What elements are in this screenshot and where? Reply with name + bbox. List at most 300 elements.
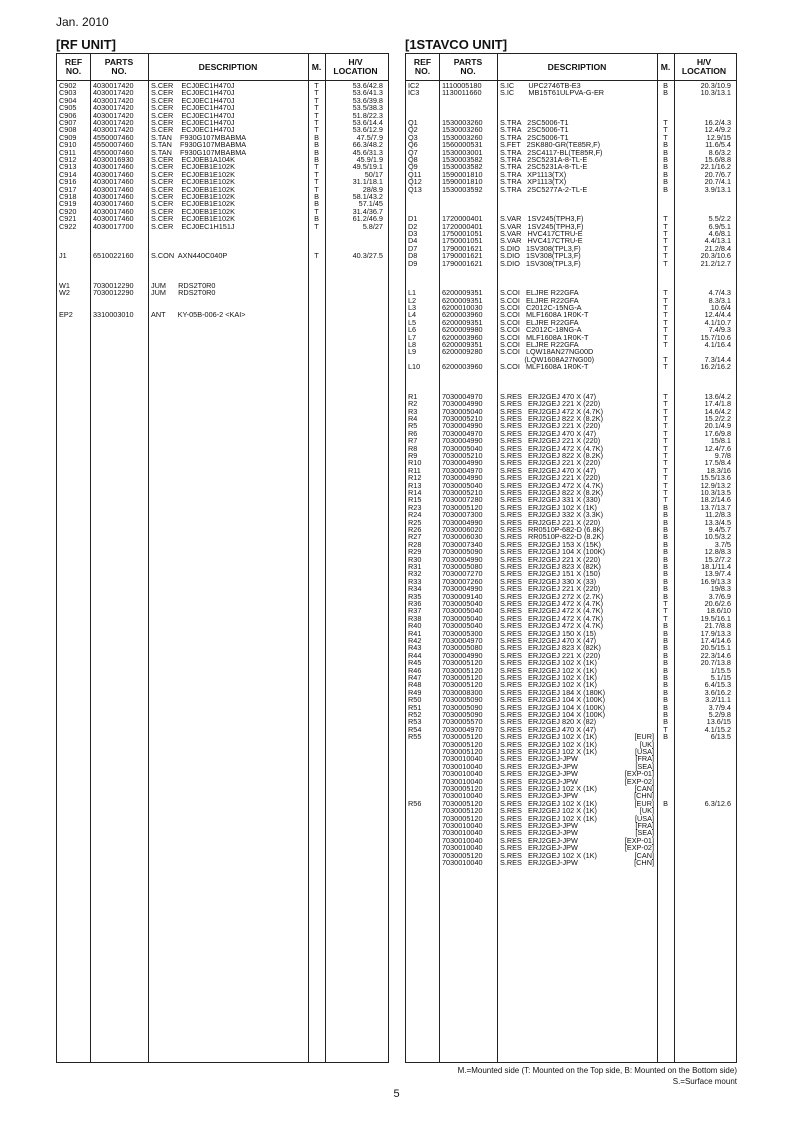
version-tag: [USA] <box>634 747 654 756</box>
description: ANT KY-05B-006-2 <KAI> <box>151 310 246 320</box>
parts-no: 6200003960 <box>442 362 483 372</box>
hv-location: 50/17 <box>364 169 383 179</box>
ref-no: R1 <box>408 391 418 401</box>
parts-no: 7030005040 <box>442 606 483 616</box>
description: S.RES ERJ2GEJ 822 X (8.2K) <box>500 488 604 497</box>
parts-no: 7030005120 <box>442 673 483 682</box>
hv-location: 15.7/10.6 <box>700 332 731 342</box>
mounted-side: T <box>663 310 668 320</box>
hv-location: 17.4/1.8 <box>704 399 731 409</box>
surface-mount-note: S.=Surface mount <box>672 1077 737 1086</box>
ref-no: R2 <box>408 399 418 409</box>
hv-location: 11.6/5.4 <box>705 140 731 150</box>
description: S.COI C2012C-18NG-A <box>500 325 582 335</box>
table-row <box>406 859 736 866</box>
hv-location: 15.2/2.2 <box>704 414 731 423</box>
description: S.RES ERJ2GEJ 102 X (1K) <box>500 732 597 742</box>
description: S.FET 2SK880-GR(TE85R,F) <box>500 140 601 150</box>
parts-no: 1750001051 <box>442 229 483 238</box>
description: S.COI ELJRE R22GFA <box>500 340 579 349</box>
ref-no: R33 <box>408 576 422 586</box>
1stavco-unit-table <box>405 53 737 1063</box>
hv-location: 20.7/6.7 <box>704 169 731 179</box>
parts-no: 7030005040 <box>442 443 483 453</box>
description: S.RES ERJ2GEJ-JPW <box>500 761 578 771</box>
parts-no: 7030010040 <box>442 821 483 830</box>
ref-no: Q13 <box>408 184 422 194</box>
mounted-side: T <box>314 103 319 113</box>
parts-no: 7030004970 <box>442 724 483 734</box>
hv-location: 4.4/13.1 <box>704 236 731 246</box>
parts-no: 7030010040 <box>442 761 483 771</box>
ref-no: R27 <box>408 532 422 542</box>
hv-location: 22.1/16.2 <box>700 162 731 172</box>
parts-no: 7030005120 <box>442 747 483 756</box>
parts-no: 7030007280 <box>442 495 483 505</box>
mounted-side: T <box>314 95 319 105</box>
parts-no: 7030005300 <box>442 628 483 638</box>
parts-no: 1790001621 <box>442 258 483 268</box>
parts-no: 4550007460 <box>93 140 134 150</box>
table-row <box>406 89 736 96</box>
description: S.TAN F930G107MBABMA <box>151 147 247 157</box>
ref-no: R14 <box>408 488 422 497</box>
hv-location: 53.6/39.8 <box>352 95 383 105</box>
parts-no: 7030005120 <box>442 665 483 675</box>
parts-no: 4030017700 <box>93 221 134 231</box>
ref-no: R38 <box>408 613 422 623</box>
description: S.CER ECJ0EC1H470J <box>151 88 235 98</box>
ref-no: R4 <box>408 414 418 423</box>
description: S.RES ERJ2GEJ-JPW <box>500 769 578 779</box>
description: S.RES RR0510P-682-D (6.8K) <box>500 525 604 534</box>
mounted-side: T <box>663 118 668 127</box>
mounted-side: T <box>663 251 668 261</box>
description: S.TRA 2SC5231A-8-TL-E <box>500 162 588 172</box>
ref-no: R29 <box>408 547 422 557</box>
hv-location: 4.6/8.1 <box>708 229 731 238</box>
description: S.RES ERJ2GEJ 104 X (100K) <box>500 710 606 719</box>
version-tag: [SEA] <box>635 828 654 838</box>
mounted-side: B <box>663 517 668 527</box>
parts-no: 7030009140 <box>442 591 483 601</box>
description: S.RES ERJ2GEJ 104 X (100K) <box>500 695 606 705</box>
mounted-side-note: M.=Mounted side (T: Mounted on the Top side, B: Mounted on the Bottom side) <box>457 1066 737 1075</box>
mounted-side: B <box>663 162 668 172</box>
description: S.RES ERJ2GEJ 472 X (4.7K) <box>500 606 604 616</box>
parts-no: 7030010040 <box>442 828 483 838</box>
description: S.RES ERJ2GEJ-JPW <box>500 843 578 853</box>
mounted-side: T <box>663 332 668 342</box>
mounted-side: B <box>663 554 668 564</box>
version-tag: [EUR] <box>634 798 654 808</box>
column-header-ms: M. <box>311 61 322 72</box>
ref-no: R47 <box>408 673 422 682</box>
hv-location: 12.4/9.2 <box>704 125 731 135</box>
parts-no: 7030004990 <box>442 458 483 468</box>
hv-location: 3.7/6.9 <box>708 591 731 601</box>
hv-location: 15.5/13.6 <box>700 473 731 483</box>
description: S.RES ERJ2GEJ 823 X (82K) <box>500 643 601 653</box>
description: S.RES ERJ2GEJ 102 X (1K) <box>500 680 597 690</box>
parts-no: 6200003960 <box>442 310 483 320</box>
description: JUM RDS2T0R0 <box>151 280 216 290</box>
ref-no: R41 <box>408 628 422 638</box>
ref-no: D7 <box>408 243 418 253</box>
ref-no: EP2 <box>59 310 73 320</box>
ref-no: D8 <box>408 251 418 261</box>
ref-no: R11 <box>408 465 421 475</box>
ref-no: L4 <box>408 310 417 320</box>
version-tag: [CAN] <box>634 850 654 860</box>
description: S.RES ERJ2GEJ-JPW <box>500 858 578 867</box>
parts-no: 6200009351 <box>442 340 483 349</box>
mounted-side: B <box>663 140 668 150</box>
hv-location: 3.7/5 <box>714 539 731 549</box>
hv-location: 22.3/14.6 <box>700 650 731 660</box>
hv-location: 17.9/13.3 <box>700 628 731 638</box>
mounted-side: T <box>314 206 319 216</box>
mounted-side: T <box>663 362 668 372</box>
ref-no: L7 <box>408 332 417 342</box>
description: S.RES ERJ2GEJ 102 X (1K) <box>500 673 597 682</box>
parts-no: 7030004970 <box>442 465 483 475</box>
1stavco-unit-title: [1STAVCO UNIT] <box>405 37 508 52</box>
mounted-side: T <box>663 606 668 616</box>
parts-no: 6200010030 <box>442 303 483 312</box>
ref-no: D4 <box>408 236 418 246</box>
description: S.RES ERJ2GEJ 822 X (8.2K) <box>500 414 604 423</box>
hv-location: 19/8.3 <box>710 584 731 594</box>
ref-no: R40 <box>408 621 422 631</box>
description: JUM RDS2T0R0 <box>151 288 216 298</box>
page-number: 5 <box>393 1088 400 1100</box>
hv-location: 12.8/8.3 <box>704 547 731 557</box>
description: S.RES ERJ2GEJ-JPW <box>500 828 578 838</box>
ref-no: R23 <box>408 502 422 512</box>
ref-no: C907 <box>59 118 77 127</box>
hv-location: 20.7/13.8 <box>700 658 731 668</box>
description: S.TRA 2SC5277A-2-TL-E <box>500 184 588 194</box>
ref-no: C916 <box>59 177 77 187</box>
mounted-side: B <box>663 673 668 682</box>
hv-location: 1/15.5 <box>710 665 731 675</box>
description: S.RES ERJ2GEJ 470 X (47) <box>500 724 597 734</box>
description: S.DIO 1SV308(TPL3,F) <box>500 243 581 253</box>
description: S.COI ELJRE R22GFA <box>500 288 579 298</box>
version-tag: [EUR] <box>634 732 654 742</box>
parts-no: 7030010040 <box>442 754 483 764</box>
ref-no: Q9 <box>408 162 418 172</box>
mounted-side: T <box>663 229 668 238</box>
parts-no: 1790001621 <box>442 251 483 261</box>
ref-no: R35 <box>408 591 422 601</box>
mounted-side: B <box>663 658 668 668</box>
ref-no: D2 <box>408 221 418 231</box>
ref-no: R13 <box>408 480 422 490</box>
description: S.IC MB15T61ULPVA-G-ER <box>500 88 605 98</box>
hv-location: 13.6/15 <box>706 717 731 727</box>
parts-no: 3310003010 <box>93 310 134 320</box>
mounted-side: T <box>314 169 319 179</box>
hv-location: 21.2/12.7 <box>700 258 731 268</box>
description: S.RES ERJ2GEJ 822 X (8.2K) <box>500 451 604 460</box>
parts-no: 7030005090 <box>442 702 483 712</box>
parts-no: 4030017460 <box>93 192 134 201</box>
parts-no: 7030004990 <box>442 473 483 483</box>
parts-no: 7030004970 <box>442 428 483 438</box>
parts-no: 4030017420 <box>93 95 134 105</box>
mounted-side: T <box>663 214 668 224</box>
hv-location: 20.6/2.6 <box>704 599 731 608</box>
description: S.CER ECJ0EB1E102K <box>151 214 235 224</box>
hv-location: 47.5/7.9 <box>356 132 383 142</box>
parts-no: 7030004990 <box>442 399 483 409</box>
ref-no: R49 <box>408 687 422 697</box>
description: S.RES ERJ2GEJ 221 X (220) <box>500 436 601 446</box>
hv-location: 20.5/15.1 <box>700 643 731 653</box>
table-header <box>57 54 388 81</box>
description: S.RES ERJ2GEJ-JPW <box>500 835 578 845</box>
parts-no: 7030005040 <box>442 480 483 490</box>
version-tag: [USA] <box>634 813 654 823</box>
hv-location: 9.4/5.7 <box>708 525 731 534</box>
mounted-side: T <box>663 258 668 268</box>
description: S.CER ECJ0EB1E102K <box>151 162 235 172</box>
table-body <box>57 81 388 1062</box>
version-tag: [EXP-02] <box>624 776 654 786</box>
parts-no: 7030005210 <box>442 451 483 460</box>
mounted-side: T <box>663 473 668 483</box>
mounted-side: B <box>314 199 319 209</box>
ref-no: Q11 <box>408 169 422 179</box>
column-header-desc: DESCRIPTION <box>547 61 607 72</box>
description: S.TRA XP1113(TX) <box>500 169 567 179</box>
ref-no: L8 <box>408 340 417 349</box>
parts-no: 4030017420 <box>93 88 134 98</box>
description: S.RES ERJ2GEJ 470 X (47) <box>500 636 597 645</box>
hv-location: 57.1/45 <box>358 199 383 209</box>
hv-location: 8.6/3.2 <box>708 147 731 157</box>
description: S.CER ECJ0EB1E102K <box>151 184 235 194</box>
hv-location: 12.9/15 <box>706 132 731 142</box>
mounted-side: B <box>663 562 668 571</box>
description: S.TRA 2SC5006-T1 <box>500 118 569 127</box>
ref-no: R3 <box>408 406 418 416</box>
parts-no: 6200003960 <box>442 332 483 342</box>
parts-no: 1530003582 <box>442 155 483 164</box>
parts-no: 7030004970 <box>442 391 483 401</box>
mounted-side: B <box>663 732 668 742</box>
description: S.CER ECJ0EB1E102K <box>151 206 235 216</box>
mounted-side: B <box>663 798 668 808</box>
description: S.CER ECJ0EC1H470J <box>151 110 235 120</box>
parts-no: 7030005090 <box>442 695 483 705</box>
hv-location: 45.9/1.9 <box>356 155 383 164</box>
mounted-side: T <box>314 251 319 261</box>
mounted-side: B <box>663 643 668 653</box>
description: S.RES ERJ2GEJ 102 X (1K) <box>500 798 597 808</box>
ref-no: R51 <box>408 702 422 712</box>
mounted-side: T <box>663 295 668 305</box>
ref-no: R10 <box>408 458 422 468</box>
hv-location: 19.5/16.1 <box>700 613 731 623</box>
parts-no: 7030004990 <box>442 517 483 527</box>
mounted-side: B <box>663 636 668 645</box>
hv-location: 20.3/10.6 <box>700 251 731 261</box>
mounted-side: T <box>663 724 668 734</box>
hv-location: 7.4/9.3 <box>708 325 731 335</box>
hv-location: 6/13.5 <box>710 732 731 742</box>
hv-location: 31.1/18.1 <box>352 177 383 187</box>
mounted-side: T <box>663 340 668 349</box>
version-tag: [EXP-01] <box>624 835 654 845</box>
description: S.COI ELJRE R22GFA <box>500 317 579 327</box>
hv-location: 15.6/8.8 <box>704 155 731 164</box>
description: S.TRA 2SC4117-BL(TE85R,F) <box>500 147 603 157</box>
parts-no: 1530003260 <box>442 118 483 127</box>
description: S.RES ERJ2GEJ 153 X (15K) <box>500 539 601 549</box>
hv-location: 17.4/14.6 <box>700 636 731 645</box>
parts-no: 7030010040 <box>442 776 483 786</box>
parts-no: 4550007460 <box>93 147 134 157</box>
table-row <box>406 363 736 370</box>
parts-no: 1530003001 <box>442 147 483 157</box>
ref-no: D9 <box>408 258 418 268</box>
mounted-side: T <box>663 354 668 364</box>
ref-no: R48 <box>408 680 422 690</box>
ref-no: R26 <box>408 525 422 534</box>
description: S.TRA 2SC5006-T1 <box>500 125 569 135</box>
table-header <box>406 54 736 81</box>
ref-no: C917 <box>59 184 77 194</box>
mounted-side: B <box>663 710 668 719</box>
ref-no: L3 <box>408 303 417 312</box>
description: S.CER ECJ0EC1H470J <box>151 118 235 127</box>
parts-no: 7030005210 <box>442 488 483 497</box>
hv-location: 6.3/12.6 <box>704 798 731 808</box>
mounted-side: T <box>663 236 668 246</box>
hv-location: 9.7/8 <box>714 451 731 460</box>
ref-no: C904 <box>59 95 77 105</box>
mounted-side: B <box>663 695 668 705</box>
parts-no: 7030004970 <box>442 636 483 645</box>
parts-no: 4030017420 <box>93 81 134 90</box>
parts-no: 7030005040 <box>442 599 483 608</box>
description: S.RES ERJ2GEJ 472 X (4.7K) <box>500 406 604 416</box>
ref-no: R37 <box>408 606 422 616</box>
description: S.RES ERJ2GEJ 102 X (1K) <box>500 806 597 816</box>
description: S.TRA 2SC5231A-8-TL-E <box>500 155 588 164</box>
parts-no: 7030008300 <box>442 687 483 697</box>
mounted-side: B <box>663 569 668 579</box>
ref-no: C905 <box>59 103 77 113</box>
hv-location: 4.1/10.7 <box>704 317 731 327</box>
description: S.COI MLF1608A 1R0K-T <box>500 362 589 372</box>
version-tag: [EXP-01] <box>624 769 654 779</box>
hv-location: 20.3/10.9 <box>700 81 731 90</box>
description: S.RES ERJ2GEJ 102 X (1K) <box>500 658 597 668</box>
parts-no: 1560000531 <box>442 140 483 150</box>
hv-location: 13.3/4.5 <box>704 517 731 527</box>
parts-no: 1590001810 <box>442 177 483 187</box>
ref-no: R24 <box>408 510 422 520</box>
parts-no: 4030017420 <box>93 103 134 113</box>
description: S.CER ECJ0EC1H470J <box>151 103 235 113</box>
table-row <box>57 252 388 259</box>
ref-no: R28 <box>408 539 422 549</box>
mounted-side: B <box>663 525 668 534</box>
page-date: Jan. 2010 <box>56 15 109 29</box>
column-header-desc: DESCRIPTION <box>198 61 258 72</box>
mounted-side: T <box>663 436 668 446</box>
parts-no: 4030017420 <box>93 118 134 127</box>
mounted-side: B <box>663 702 668 712</box>
description: S.RES ERJ2GEJ 102 X (1K) <box>500 850 597 860</box>
ref-no: R55 <box>408 732 422 742</box>
parts-no: 7030005210 <box>442 414 483 423</box>
parts-no: 4030016930 <box>93 155 134 164</box>
ref-no: L10 <box>408 362 421 372</box>
description: S.RES ERJ2GEJ 331 X (330) <box>500 495 601 505</box>
mounted-side: T <box>663 317 668 327</box>
hv-location: 12.4/7.6 <box>704 443 731 453</box>
parts-no: 4030017460 <box>93 214 134 224</box>
table-body <box>406 81 736 1062</box>
hv-location: 11.2/8.3 <box>705 510 731 520</box>
description: S.DIO 1SV308(TPL3,F) <box>500 258 581 268</box>
description: S.RES ERJ2GEJ 102 X (1K) <box>500 502 597 512</box>
hv-location: 40.3/27.5 <box>352 251 383 261</box>
description: S.TRA 2SC5006-T1 <box>500 132 569 142</box>
ref-no: R8 <box>408 443 418 453</box>
hv-location: 13.9/7.4 <box>704 569 731 579</box>
description: S.RES ERJ2GEJ-JPW <box>500 791 578 801</box>
mounted-side: T <box>663 451 668 460</box>
mounted-side: B <box>314 140 319 150</box>
parts-no: 6200009351 <box>442 317 483 327</box>
parts-no: 7030005090 <box>442 710 483 719</box>
ref-no: Q8 <box>408 155 418 164</box>
description: S.COI MLF1608A 1R0K-T <box>500 332 589 342</box>
rf-unit-title: [RF UNIT] <box>56 37 116 52</box>
hv-location: 5.5/2.2 <box>708 214 731 224</box>
description: S.TAN F930G107MBABMA <box>151 140 247 150</box>
parts-no: 7030005120 <box>442 680 483 690</box>
ref-no: R56 <box>408 798 422 808</box>
ref-no: R12 <box>408 473 422 483</box>
hv-location: 13.6/4.2 <box>704 391 731 401</box>
description: S.RES ERJ2GEJ 184 X (180K) <box>500 687 606 697</box>
mounted-side: B <box>663 584 668 594</box>
description: S.RES ERJ2GEJ 104 X (100K) <box>500 547 606 557</box>
hv-location: 6.4/15.3 <box>704 680 731 690</box>
hv-location: 4.7/4.3 <box>708 288 731 298</box>
parts-no: 1720000401 <box>442 221 483 231</box>
description: S.IC UPC2746TB-E3 <box>500 81 581 90</box>
parts-no: 7030005080 <box>442 643 483 653</box>
ref-no: R6 <box>408 428 418 438</box>
ref-no: R50 <box>408 695 422 705</box>
mounted-side: T <box>663 132 668 142</box>
description: S.CER ECJ0EB1E102K <box>151 199 235 209</box>
description: S.RES ERJ2GEJ 102 X (1K) <box>500 747 597 756</box>
ref-no: R45 <box>408 658 422 668</box>
ref-no: C910 <box>59 140 77 150</box>
parts-no: 1720000401 <box>442 214 483 224</box>
ref-no: R32 <box>408 569 422 579</box>
ref-no: R44 <box>408 650 422 660</box>
